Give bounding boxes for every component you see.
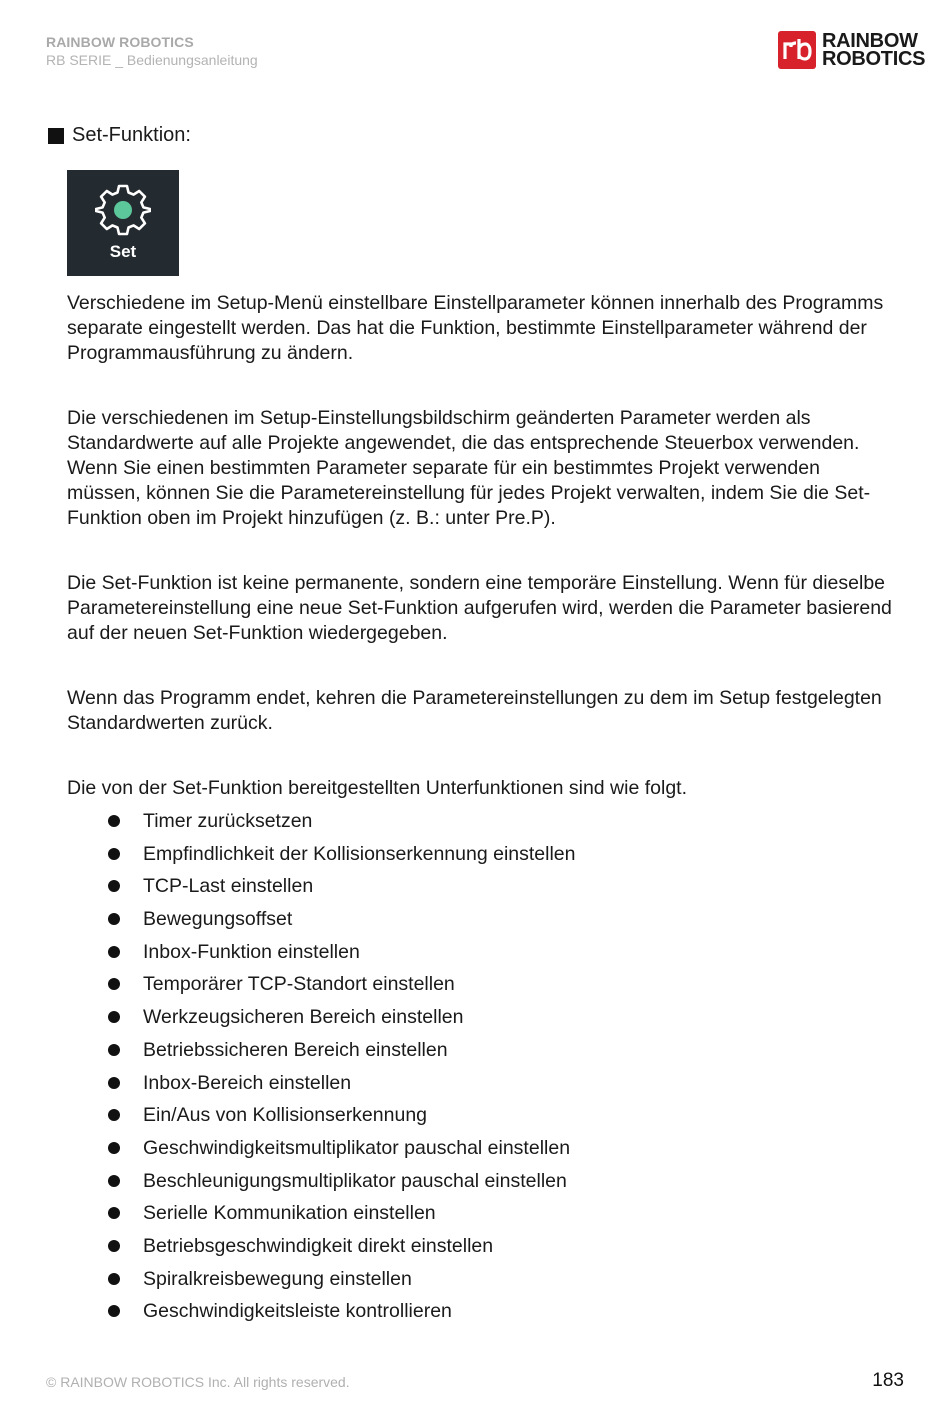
list-item (67, 903, 897, 936)
bullet-icon (108, 1011, 120, 1023)
bullet-icon (108, 913, 120, 925)
bullet-icon (108, 848, 120, 860)
list-item-text: Temporärer TCP-Standort einstellen (143, 973, 455, 996)
list-item (67, 838, 897, 871)
section-title: Set-Funktion: (72, 124, 191, 146)
section-heading (48, 124, 191, 147)
bullet-icon (108, 815, 120, 827)
rb-logo-icon (778, 31, 816, 69)
bullet-icon (108, 978, 120, 990)
list-item (67, 1034, 897, 1067)
paragraph-3: Die Set-Funktion ist keine permanente, sondern eine temporäre Einstellung. Wenn für dieselbe Parametereinstellung eine neue Set-Funktion aufgerufen wird, werden die Parameter basierend auf der neuen Set-Funktion wiedergegeben. (67, 572, 892, 644)
bullet-icon (108, 1109, 120, 1121)
main-content (67, 291, 897, 1328)
list-item (67, 805, 897, 838)
list-item-text: Inbox-Bereich einstellen (143, 1071, 352, 1094)
list-item-text: Empfindlichkeit der Kollisionserkennung einstellen (143, 842, 576, 865)
bullet-icon (108, 1305, 120, 1317)
list-item-text: Beschleunigungsmultiplikator pauschal einstellen (143, 1169, 567, 1192)
bullet-icon (108, 1175, 120, 1187)
list-item-text: Betriebssicheren Bereich einstellen (143, 1038, 448, 1061)
list-intro: Die von der Set-Funktion bereitgestellten Unterfunktionen sind wie folgt. (67, 777, 688, 799)
list-item (67, 1165, 897, 1198)
paragraph-4: Wenn das Programm endet, kehren die Parametereinstellungen zu dem im Setup festgelegten Standardwerten zurück. (67, 687, 882, 734)
logo-line-2: ROBOTICS (822, 48, 926, 70)
list-item-text: TCP-Last einstellen (143, 875, 314, 898)
document-subtitle: RB SERIE _ Bedienungsanleitung (46, 52, 258, 68)
page-header (46, 34, 258, 68)
bullet-icon (108, 1077, 120, 1089)
bullet-icon (108, 880, 120, 892)
list-item-text: Betriebsgeschwindigkeit direkt einstellen (143, 1234, 494, 1257)
list-item (67, 1263, 897, 1296)
bullet-icon (108, 1207, 120, 1219)
square-bullet-icon (48, 128, 64, 144)
bullet-icon (108, 1240, 120, 1252)
sub-function-list (67, 805, 897, 1328)
bullet-icon (108, 1142, 120, 1154)
list-item-text: Serielle Kommunikation einstellen (143, 1202, 436, 1225)
page-number: 183 (872, 1370, 904, 1391)
bullet-icon (108, 1273, 120, 1285)
paragraph-2: Die verschiedenen im Setup-Einstellungsbildschirm geänderten Parameter werden als Standardwerte auf alle Projekte angewendet, die das entsprechende Steuerbox verwenden. Wenn Sie einen bestimmten Parameter separate für ein bestimmtes Projekt verwenden müssen, können Sie die Parametereinstellung für jedes Projekt verwalten, indem Sie die Set-Funktion oben im Projekt hinzufügen (z. B.: unter Pre.P). (67, 407, 871, 529)
list-item-text: Bewegungsoffset (143, 908, 293, 931)
list-item (67, 1295, 897, 1328)
logo-wordmark (822, 32, 925, 68)
list-item (67, 1067, 897, 1100)
list-item (67, 936, 897, 969)
list-item (67, 1132, 897, 1165)
set-icon-label: Set (109, 242, 137, 261)
bullet-icon (108, 1044, 120, 1056)
list-item-text: Ein/Aus von Kollisionserkennung (143, 1104, 428, 1127)
copyright-footer: © RAINBOW ROBOTICS Inc. All rights reserved. (46, 1374, 350, 1390)
list-item-text: Geschwindigkeitsmultiplikator pauschal einstellen (143, 1136, 571, 1159)
set-function-button (67, 170, 179, 276)
list-item-text: Geschwindigkeitsleiste kontrollieren (143, 1300, 452, 1323)
gear-icon (95, 182, 151, 238)
list-item (67, 870, 897, 903)
list-item (67, 1197, 897, 1230)
company-logo (778, 31, 925, 69)
list-item-text: Inbox-Funktion einstellen (143, 940, 360, 963)
list-item-text: Werkzeugsicheren Bereich einstellen (143, 1006, 464, 1029)
list-item-text: Timer zurücksetzen (143, 810, 313, 832)
list-item (67, 1099, 897, 1132)
list-item (67, 1230, 897, 1263)
bullet-icon (108, 946, 120, 958)
logo-line-1: RAINBOW (822, 30, 918, 52)
paragraph-1: Verschiedene im Setup-Menü einstellbare Einstellparameter können innerhalb des Programms separate eingestellt werden. Das hat die Funktion, bestimmte Einstellparameter während der Programmausführung zu ändern. (67, 292, 884, 364)
company-name: RAINBOW ROBOTICS (46, 34, 194, 50)
list-item-text: Spiralkreisbewegung einstellen (143, 1267, 412, 1290)
list-item (67, 968, 897, 1001)
list-item (67, 1001, 897, 1034)
